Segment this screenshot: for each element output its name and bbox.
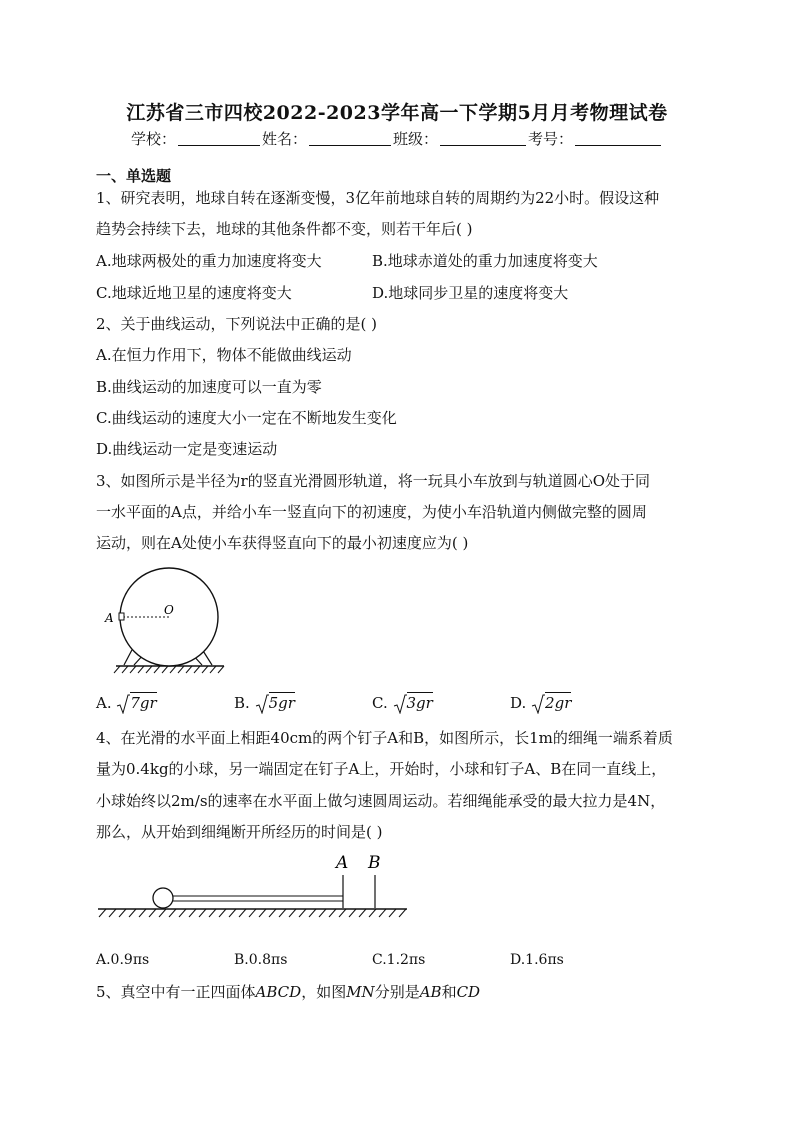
q1-option-c[interactable]: C.地球近地卫星的速度将变大	[96, 284, 292, 302]
number-label: 考号：	[528, 130, 574, 148]
q3-option-a-prefix: A.	[96, 694, 112, 712]
q2-line1: 2、关于曲线运动，下列说法中正确的是( )	[96, 315, 378, 333]
toy-cart	[119, 613, 124, 620]
q3-option-b[interactable]	[234, 693, 295, 714]
q3-option-b-prefix: B.	[234, 694, 250, 712]
q5-mn: MN	[346, 983, 375, 1001]
page-title: 江苏省三市四校2022-2023学年高一下学期5月月考物理试卷	[126, 102, 668, 124]
q3-option-d[interactable]	[510, 693, 571, 714]
q4-option-c[interactable]: C.1.2πs	[372, 952, 426, 968]
q3-circle-track-figure	[100, 560, 240, 680]
q5-line1	[96, 982, 480, 1002]
name-blank[interactable]	[309, 131, 391, 146]
small-ball	[153, 888, 173, 908]
q4-nails-figure	[92, 848, 412, 928]
q3-option-d-prefix: D.	[510, 694, 527, 712]
q3-option-a-radicand: 7gr	[130, 694, 157, 712]
q5-text-mid: ，如图	[301, 983, 347, 1001]
sqrt-icon	[531, 694, 545, 714]
q4-option-a[interactable]: A.0.9πs	[96, 952, 150, 968]
q2-option-c[interactable]: C.曲线运动的速度大小一定在不断地发生变化	[96, 409, 397, 427]
q3-line1: 3、如图所示是半径为r的竖直光滑圆形轨道，将一玩具小车放到与轨道圆心O处于同	[96, 472, 651, 490]
q2-option-d[interactable]: D.曲线运动一定是变速运动	[96, 440, 278, 458]
q3-option-a[interactable]	[96, 693, 157, 714]
surface-hatch	[99, 909, 406, 917]
q1-option-d[interactable]: D.地球同步卫星的速度将变大	[372, 284, 569, 302]
q4-line2: 量为0.4kg的小球，另一端固定在钉子A上，开始时，小球和钉子A、B在同一直线上，	[96, 760, 667, 778]
ground-hatch	[114, 666, 224, 673]
q3-option-d-radicand: 2gr	[545, 694, 572, 712]
q5-cd: CD	[456, 983, 481, 1001]
sqrt-icon	[116, 694, 130, 714]
q4-option-b[interactable]: B.0.8πs	[234, 952, 288, 968]
q5-abcd: ABCD	[255, 983, 302, 1001]
q5-text-mid2: 分别是	[374, 983, 420, 1001]
nail-a-label: A	[336, 853, 349, 873]
q5-text-pre: 5、真空中有一正四面体	[96, 983, 256, 1001]
q1-line1: 1、研究表明，地球自转在逐渐变慢，3亿年前地球自转的周期约为22小时。假设这种	[96, 189, 660, 207]
nail-b-label: B	[368, 853, 381, 873]
q4-option-d[interactable]: D.1.6πs	[510, 952, 564, 968]
q1-option-b[interactable]: B.地球赤道处的重力加速度将变大	[372, 252, 598, 270]
q4-line3: 小球始终以2m/s的速率在水平面上做匀速圆周运动。若细绳能承受的最大拉力是4N，	[96, 792, 666, 810]
class-blank[interactable]	[440, 131, 526, 146]
q2-option-b[interactable]: B.曲线运动的加速度可以一直为零	[96, 378, 322, 396]
q3-option-b-radicand: 5gr	[268, 694, 295, 712]
q4-line1: 4、在光滑的水平面上相距40cm的两个钉子A和B，如图所示，长1m的细绳一端系着质	[96, 729, 673, 747]
point-a-label: A	[105, 611, 114, 625]
school-label: 学校：	[130, 130, 176, 148]
q5-ab: AB	[419, 983, 442, 1001]
q3-line2: 一水平面的A点，并给小车一竖直向下的初速度，为使小车沿轨道内侧做完整的圆周	[96, 503, 647, 521]
q5-text-and: 和	[441, 983, 457, 1001]
name-label: 姓名：	[261, 130, 307, 148]
section-heading: 一、单选题	[96, 167, 172, 185]
sqrt-icon	[255, 694, 269, 714]
student-info-line	[0, 128, 794, 149]
school-blank[interactable]	[178, 131, 260, 146]
q3-line3: 运动，则在A处使小车获得竖直向下的最小初速度应为( )	[96, 534, 469, 552]
q4-line4: 那么，从开始到细绳断开所经历的时间是( )	[96, 823, 383, 841]
sqrt-icon	[393, 694, 407, 714]
q2-option-a[interactable]: A.在恒力作用下，物体不能做曲线运动	[96, 346, 352, 364]
q3-option-c[interactable]	[372, 693, 433, 714]
q1-line2: 趋势会持续下去，地球的其他条件都不变，则若干年后( )	[96, 220, 473, 238]
class-label: 班级：	[393, 130, 439, 148]
q3-option-c-prefix: C.	[372, 694, 388, 712]
number-blank[interactable]	[575, 131, 661, 146]
q1-option-a[interactable]: A.地球两极处的重力加速度将变大	[96, 252, 322, 270]
center-o-label: O	[164, 603, 174, 617]
q3-option-c-radicand: 3gr	[406, 694, 433, 712]
